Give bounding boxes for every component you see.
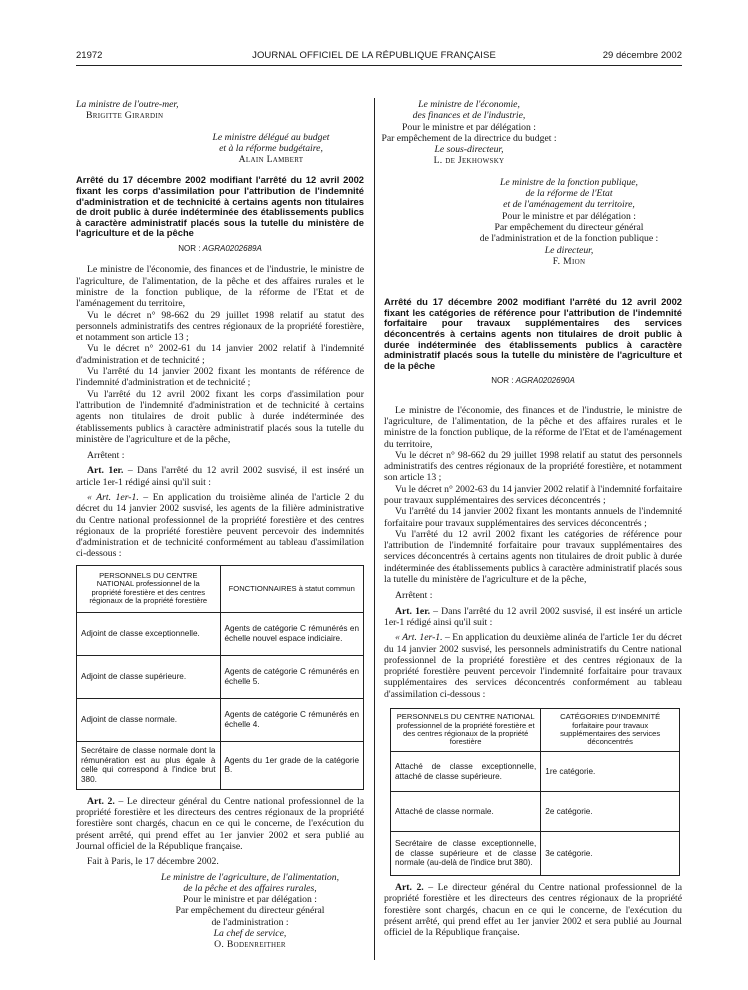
nor-code: AGRA0202690A — [515, 376, 575, 386]
paragraph: Vu l'arrêté du 14 janvier 2002 fixant les montants de référence de l'indemnité d'administration et de technicité ; — [76, 366, 364, 389]
journal-title: JOURNAL OFFICIEL DE LA RÉPUBLIQUE FRANÇAISE — [252, 50, 496, 61]
signature-title: La ministre de l'outre-mer, — [76, 99, 179, 110]
table-cell: Adjoint de classe exceptionnelle. — [77, 612, 221, 655]
arrete-title: Arrêté du 17 décembre 2002 modifiant l'arrêté du 12 avril 2002 fixant les catégories de référence pour l'attribution de l'indemnité forfaitaire pour travaux supplémentaires des services déconcentrés à certains agents non titulaires de droit public à durée indéterminée des établissements publics à caractère administratif placés sous la tutelle du ministère de l'agriculture et de la pêche — [384, 296, 682, 371]
article-label: Art. 2. — [395, 882, 424, 894]
table-cell: 2e catégorie. — [541, 792, 680, 832]
article-label: Art. 1er. — [395, 605, 431, 617]
left-column — [76, 99, 364, 951]
signature-line: Par empêchement de la directrice du budget : — [381, 132, 557, 144]
table-row — [391, 832, 680, 876]
signature-line: Par empêchement du directeur général — [175, 905, 325, 917]
paragraph: Vu l'arrêté du 12 avril 2002 fixant les corps d'assimilation pour l'attribution de l'indemnité d'administration et de technicité à certains agents non titulaires de droit public à durée indéterminée des établissements publics à caractère administratif placés sous la tutelle du ministère de l'agriculture et de la pêche, — [76, 388, 364, 445]
signature-economie — [374, 99, 564, 167]
right-body — [384, 405, 682, 700]
signature-line: de l'administration : — [211, 916, 289, 928]
table-row — [391, 792, 680, 832]
paragraph: Vu le décret n° 98-662 du 29 juillet 1998 relatif au statut des personnels administratifs des centres régionaux de la propriété forestière, et notamment son article 13 ; — [76, 309, 364, 344]
signature-title: Le ministre de l'agriculture, de l'alimentation, — [160, 871, 340, 883]
signature-title: de la pêche et des affaires rurales, — [183, 882, 317, 894]
article-text: – Dans l'arrêté du 12 avril 2002 susvisé, il est inséré un article 1er-1 rédigé ainsi qu'il suit : — [384, 605, 682, 628]
signature-title: Le ministre de l'économie, — [418, 99, 520, 110]
arretent-label: Arrêtent : — [395, 590, 433, 602]
table-cell: Attaché de classe exceptionnelle, attaché de classe supérieure. — [391, 752, 541, 792]
signature-name: O. Bodenreither — [214, 939, 286, 951]
signature-title: de la réforme de l'Etat — [525, 188, 613, 200]
table-row — [77, 698, 364, 741]
page-header — [0, 50, 748, 64]
signature-budget — [196, 132, 346, 166]
signature-name: F. Mion — [552, 255, 586, 267]
signature-agriculture — [136, 872, 364, 951]
paragraph: Le ministre de l'économie, des finances et de l'industrie, le ministre de l'agriculture, de l'alimentation, de la pêche et des affaires rurales et le ministre de la fonction publique, de la réforme de l'Etat et de l'aménagement du territoire, — [384, 404, 682, 450]
paragraph: Vu le décret n° 98-662 du 29 juillet 1998 relatif au statut des personnels administratifs des centres régionaux de la propriété forestière, et notamment son article 13 ; — [384, 449, 682, 484]
table-cell: Agents de catégorie C rémunérés en échelle 5. — [220, 655, 364, 698]
right-column — [381, 99, 682, 939]
nor-code: AGRA0202689A — [202, 244, 262, 254]
table-cell: Secrétaire de classe normale dont la rémunération est au plus égale à celle qui correspond à l'indice brut 380. — [77, 741, 221, 789]
table-cell: Agents du 1er grade de la catégorie B. — [220, 741, 364, 789]
signature-fonction-publique — [459, 177, 679, 267]
categories-table — [390, 708, 680, 876]
table-row — [77, 741, 364, 789]
signature-line: Pour le ministre et par délégation : — [502, 210, 636, 222]
signature-title: et à la réforme budgétaire, — [219, 142, 323, 154]
table-cell: Agents de catégorie C rémunérés en échelle nouvel espace indiciaire. — [220, 612, 364, 655]
paragraph: Vu le décret n° 2002-61 du 14 janvier 2002 relatif à l'indemnité d'administration et de technicité ; — [76, 343, 364, 366]
table-header: CATÉGORIES D'INDEMNITÉ forfaitaire pour travaux supplémentaires des services déconcentrés — [541, 709, 680, 752]
paragraph: Vu l'arrêté du 12 avril 2002 fixant les catégories de référence pour l'attribution de l'indemnité forfaitaire pour travaux supplémentaires des services déconcentrés à certains agents non titulaires de droit public à durée indéterminée des établissements publics à caractère administratif placés sous la tutelle du ministère de l'agriculture et de la pêche, — [384, 528, 682, 586]
table-cell: Attaché de classe normale. — [391, 792, 541, 832]
nor-label: NOR : — [491, 376, 514, 386]
table-cell: 1re catégorie. — [541, 752, 680, 792]
table-header: FONCTIONNAIRES à statut commun — [220, 565, 364, 612]
table-row — [77, 655, 364, 698]
article-1-1 — [76, 492, 364, 560]
page-number: 21972 — [76, 50, 103, 61]
table-header: PERSONNELS DU CENTRE NATIONAL professionnel de la propriété forestière et des centres régionaux de la propriété forestière — [391, 709, 541, 752]
arretent-label: Arrêtent : — [87, 450, 125, 462]
article-label: Art. 1er. — [87, 465, 124, 477]
signature-title: Le ministre de la fonction publique, — [500, 176, 638, 188]
paragraph: Vu l'arrêté du 14 janvier 2002 fixant les montants annuels de l'indemnité forfaitaire pour travaux supplémentaires des services déconcentrés ; — [384, 506, 682, 529]
arrete-title: Arrêté du 17 décembre 2002 modifiant l'arrêté du 12 avril 2002 fixant les corps d'assimilation pour l'attribution de l'indemnité d'administration et de technicité à certains agents non titulaires de droit public à durée indéterminée des établissements publics à caractère administratif placés sous la tutelle du ministère de l'agriculture et de la pêche — [76, 174, 364, 239]
table-cell: Secrétaire de classe exceptionnelle, de classe supérieure et de classe normale (au-delà de l'indice brut 380). — [391, 832, 541, 876]
header-rule — [76, 65, 682, 66]
article-text: – En application du troisième alinéa de l'article 2 du décret du 14 janvier 2002 susvisé, les agents de la filière administrative du Centre national professionnel de la propriété forestière et des centres régionaux de la propriété forestière peuvent percevoir des indemnités d'administration et de technicité conformément au tableau d'assimilation ci-dessous : — [76, 491, 364, 560]
article-label: « Art. 1er-1. — [395, 632, 443, 644]
paragraph: Vu le décret n° 2002-63 du 14 janvier 2002 relatif à l'indemnité forfaitaire pour travaux supplémentaires des services déconcentrés ; — [384, 483, 682, 506]
article-1 — [384, 606, 682, 629]
signature-name: Alain Lambert — [238, 154, 304, 166]
signature-title: Le sous-directeur, — [434, 144, 504, 156]
article-2 — [384, 882, 682, 938]
article-text: – Le directeur général du Centre national professionnel de la propriété forestière et les directeurs des centres régionaux de la propriété forestière sont chargés, chacun en ce qui le concerne, de l'exécution du présent arrêté, qui prend effet au 1er janvier 2002 et sera publié au Journal officiel de la République française. — [76, 795, 364, 852]
signature-line: Pour le ministre et par délégation : — [183, 894, 317, 906]
signature-title: La chef de service, — [213, 928, 287, 940]
signature-title: Le ministre délégué au budget — [212, 131, 330, 143]
table-cell: 3e catégorie. — [541, 832, 680, 876]
article-1 — [76, 465, 364, 488]
article-label: Art. 2. — [87, 795, 115, 807]
signature-title: des finances et de l'industrie, — [412, 110, 526, 122]
table-cell: Agents de catégorie C rémunérés en échelle 4. — [220, 698, 364, 741]
signature-title: et de l'aménagement du territoire, — [503, 199, 635, 211]
signature-title: Le directeur, — [544, 244, 594, 256]
signature-line: Pour le ministre et par délégation : — [402, 121, 536, 133]
table-cell: Adjoint de classe normale. — [77, 698, 221, 741]
left-body — [76, 264, 364, 559]
article-text: – Le directeur général du Centre national professionnel de la propriété forestière et les directeurs des centres régionaux de la propriété forestière sont chargés, chacun en ce qui le concerne, de l'exécution du présent arrêté, qui prend effet au 1er janvier 2002 et sera publié au Journal officiel de la République française. — [384, 882, 682, 939]
paragraph: Le ministre de l'économie, des finances et de l'industrie, le ministre de l'agriculture, de l'alimentation, de la pêche et des affaires rurales et le ministre de la fonction publique, de la réforme de l'Etat et de l'aménagement du territoire, — [76, 264, 364, 310]
nor-reference — [76, 243, 364, 254]
table-row — [391, 752, 680, 792]
article-2 — [76, 796, 364, 852]
nor-reference — [384, 375, 682, 386]
article-1-1 — [384, 632, 682, 700]
column-divider — [374, 98, 375, 960]
article-label: « Art. 1er-1. — [87, 491, 139, 503]
issue-date: 29 décembre 2002 — [602, 50, 682, 61]
assimilation-table — [76, 565, 364, 790]
article-text: – Dans l'arrêté du 12 avril 2002 susvisé, il est inséré un article 1er-1 rédigé ainsi qu'il suit : — [76, 465, 365, 488]
signature-line: de l'administration et de la fonction publique : — [479, 233, 659, 245]
signature-line: Par empêchement du directeur général — [494, 221, 644, 233]
fait-a-paris: Fait à Paris, le 17 décembre 2002. — [87, 856, 219, 868]
signature-name: L. de Jekhowsky — [433, 155, 505, 167]
signature-name: Brigitte Girardin — [86, 110, 164, 122]
article-text: – En application du deuxième alinéa de l'article 1er du décret du 14 janvier 2002 susvisé, les personnels administratifs du Centre national professionnel de la propriété forestière et des centres régionaux de la propriété forestière peuvent percevoir l'indemnité forfaitaire pour travaux supplémentaires des services déconcentrés conformément au tableau d'assimilation ci-dessous : — [384, 632, 682, 700]
table-row — [77, 612, 364, 655]
signature-outre-mer — [76, 99, 364, 122]
table-header: PERSONNELS DU CENTRE NATIONAL professionnel de la propriété forestière et des centres régionaux de la propriété forestière — [77, 565, 221, 612]
nor-label: NOR : — [178, 244, 201, 254]
table-cell: Adjoint de classe supérieure. — [77, 655, 221, 698]
